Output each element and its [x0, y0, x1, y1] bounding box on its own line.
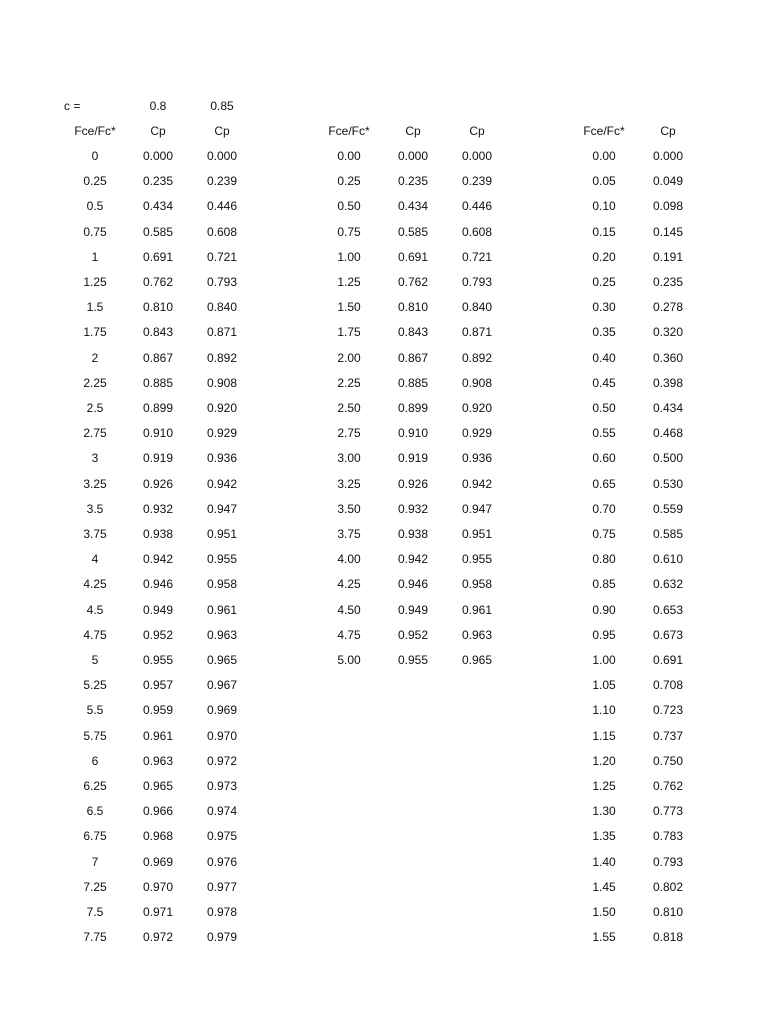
table3-cell: 0.75: [592, 527, 616, 541]
table3-cell: 0.585: [652, 527, 684, 541]
table1-cell: 0.936: [206, 451, 238, 465]
table1-cell: 0.793: [206, 275, 238, 289]
table2-cell: 0.892: [461, 351, 493, 365]
table2-cell: 0.434: [397, 199, 429, 213]
table2-cell: 0.239: [461, 174, 493, 188]
table3-cell: 0.818: [652, 930, 684, 944]
table1-cell: 0.942: [142, 552, 174, 566]
table2-cell: 0.871: [461, 325, 493, 339]
table2-cell: 0.919: [397, 451, 429, 465]
table3-cell: 0.35: [592, 325, 616, 339]
table2-cell: 0.920: [461, 401, 493, 415]
table1-cell: 0.965: [142, 779, 174, 793]
table1-cell: 0.947: [206, 502, 238, 516]
table3-cell: 1.00: [592, 653, 616, 667]
table2-cell: 1.25: [337, 275, 361, 289]
table1-cell: 0.691: [142, 250, 174, 264]
table1-cell: 0.949: [142, 603, 174, 617]
table3-cell: 1.15: [592, 729, 616, 743]
table3-cell: 0.30: [592, 300, 616, 314]
table1-cell: 0.920: [206, 401, 238, 415]
table2-cell: 0.908: [461, 376, 493, 390]
table3-cell: 0.098: [652, 199, 684, 213]
table3-cell: 0.000: [652, 149, 684, 163]
table2-cell: 0.885: [397, 376, 429, 390]
c-label: c =: [64, 99, 81, 113]
table3-header-fce-fc: Fce/Fc*: [583, 124, 625, 138]
table1-cell: 0.961: [206, 603, 238, 617]
table3-cell: 1.35: [592, 829, 616, 843]
table2-cell: 0.963: [461, 628, 493, 642]
table3-cell: 0.145: [652, 225, 684, 239]
table3-cell: 0.70: [592, 502, 616, 516]
table1-cell: 0.239: [206, 174, 238, 188]
table3-cell: 0.530: [652, 477, 684, 491]
table2-cell: 0.951: [461, 527, 493, 541]
table3-cell: 0.95: [592, 628, 616, 642]
table3-cell: 0.20: [592, 250, 616, 264]
table2-cell: 0.952: [397, 628, 429, 642]
table1-cell: 0.871: [206, 325, 238, 339]
table1-cell: 0.000: [142, 149, 174, 163]
table2-cell: 4.25: [337, 577, 361, 591]
table2-cell: 0.000: [397, 149, 429, 163]
table3-cell: 1.10: [592, 703, 616, 717]
table2-cell: 0.961: [461, 603, 493, 617]
table3-header-cp: Cp: [660, 124, 676, 138]
table3-cell: 0.773: [652, 804, 684, 818]
table1-cell: 6: [91, 754, 99, 768]
table1-cell: 0.75: [83, 225, 107, 239]
table1-cell: 0.976: [206, 855, 238, 869]
table2-cell: 0.926: [397, 477, 429, 491]
table3-cell: 0.802: [652, 880, 684, 894]
table1-cell: 0.970: [142, 880, 174, 894]
table2-header-cp: Cp: [469, 124, 485, 138]
table1-cell: 0.958: [206, 577, 238, 591]
table1-cell: 0.965: [206, 653, 238, 667]
table1-cell: 1.25: [83, 275, 107, 289]
table1-cell: 0.961: [142, 729, 174, 743]
table2-cell: 0.793: [461, 275, 493, 289]
table1-cell: 0.963: [206, 628, 238, 642]
table3-cell: 0.65: [592, 477, 616, 491]
table1-cell: 0.972: [142, 930, 174, 944]
table3-cell: 0.610: [652, 552, 684, 566]
table1-cell: 7.75: [83, 930, 107, 944]
table2-cell: 0.947: [461, 502, 493, 516]
table2-cell: 0.942: [461, 477, 493, 491]
table1-cell: 2.25: [83, 376, 107, 390]
table3-cell: 0.235: [652, 275, 684, 289]
table1-cell: 0.955: [142, 653, 174, 667]
table3-cell: 0.810: [652, 905, 684, 919]
table1-cell: 1.75: [83, 325, 107, 339]
table1-cell: 0.967: [206, 678, 238, 692]
table1-cell: 0.979: [206, 930, 238, 944]
table2-cell: 0.840: [461, 300, 493, 314]
table3-cell: 0.737: [652, 729, 684, 743]
table3-cell: 0.049: [652, 174, 684, 188]
table3-cell: 0.05: [592, 174, 616, 188]
table2-header-cp: Cp: [405, 124, 421, 138]
table1-cell: 0.970: [206, 729, 238, 743]
table2-cell: 0.946: [397, 577, 429, 591]
table1-header-cp: Cp: [214, 124, 230, 138]
table2-cell: 0.929: [461, 426, 493, 440]
table3-cell: 1.55: [592, 930, 616, 944]
table1-cell: 5.5: [86, 703, 104, 717]
table1-cell: 0.932: [142, 502, 174, 516]
table1-cell: 0.955: [206, 552, 238, 566]
table1-cell: 0.972: [206, 754, 238, 768]
table1-cell: 0.957: [142, 678, 174, 692]
c-value-2: 0.85: [210, 99, 234, 113]
table1-cell: 0.867: [142, 351, 174, 365]
table3-cell: 1.45: [592, 880, 616, 894]
table1-cell: 0: [91, 149, 99, 163]
table3-cell: 0.80: [592, 552, 616, 566]
table1-cell: 0.908: [206, 376, 238, 390]
table1-cell: 0.952: [142, 628, 174, 642]
table3-cell: 0.632: [652, 577, 684, 591]
c-value-1: 0.8: [149, 99, 167, 113]
table2-cell: 0.942: [397, 552, 429, 566]
table1-cell: 0.919: [142, 451, 174, 465]
table1-cell: 7: [91, 855, 99, 869]
table3-cell: 0.45: [592, 376, 616, 390]
table1-cell: 0.910: [142, 426, 174, 440]
table1-header-fce-fc: Fce/Fc*: [74, 124, 116, 138]
table2-cell: 2.50: [337, 401, 361, 415]
table2-cell: 0.867: [397, 351, 429, 365]
table1-cell: 3.25: [83, 477, 107, 491]
table3-cell: 0.691: [652, 653, 684, 667]
table1-cell: 5: [91, 653, 99, 667]
table2-cell: 0.446: [461, 199, 493, 213]
table2-cell: 3.25: [337, 477, 361, 491]
table1-cell: 0.977: [206, 880, 238, 894]
table3-cell: 1.40: [592, 855, 616, 869]
table2-cell: 0.955: [397, 653, 429, 667]
table2-cell: 1.00: [337, 250, 361, 264]
table3-cell: 0.320: [652, 325, 684, 339]
table1-cell: 1.5: [86, 300, 104, 314]
table1-cell: 0.25: [83, 174, 107, 188]
table3-cell: 1.30: [592, 804, 616, 818]
table3-cell: 1.05: [592, 678, 616, 692]
table1-cell: 0.762: [142, 275, 174, 289]
table3-cell: 0.783: [652, 829, 684, 843]
table3-cell: 0.762: [652, 779, 684, 793]
table3-cell: 0.723: [652, 703, 684, 717]
table3-cell: 0.85: [592, 577, 616, 591]
table2-cell: 3.75: [337, 527, 361, 541]
table1-cell: 0.963: [142, 754, 174, 768]
table2-cell: 3.00: [337, 451, 361, 465]
table2-cell: 2.75: [337, 426, 361, 440]
table2-cell: 2.00: [337, 351, 361, 365]
table2-cell: 4.00: [337, 552, 361, 566]
table1-cell: 0.446: [206, 199, 238, 213]
table1-cell: 6.5: [86, 804, 104, 818]
table3-cell: 0.750: [652, 754, 684, 768]
table1-cell: 0.810: [142, 300, 174, 314]
table2-cell: 0.955: [461, 552, 493, 566]
table3-cell: 0.434: [652, 401, 684, 415]
table2-cell: 0.721: [461, 250, 493, 264]
table1-cell: 7.25: [83, 880, 107, 894]
table2-cell: 1.50: [337, 300, 361, 314]
table2-cell: 0.810: [397, 300, 429, 314]
table2-cell: 0.899: [397, 401, 429, 415]
table3-cell: 1.20: [592, 754, 616, 768]
table1-cell: 4.75: [83, 628, 107, 642]
table1-cell: 5.75: [83, 729, 107, 743]
table2-cell: 0.50: [337, 199, 361, 213]
table2-cell: 0.938: [397, 527, 429, 541]
table3-cell: 0.191: [652, 250, 684, 264]
table1-cell: 3.75: [83, 527, 107, 541]
table1-cell: 0.5: [86, 199, 104, 213]
table1-cell: 0.885: [142, 376, 174, 390]
table1-header-cp: Cp: [150, 124, 166, 138]
table2-cell: 0.910: [397, 426, 429, 440]
table2-cell: 5.00: [337, 653, 361, 667]
table3-cell: 0.708: [652, 678, 684, 692]
table1-cell: 0.434: [142, 199, 174, 213]
table3-cell: 0.15: [592, 225, 616, 239]
table2-cell: 0.936: [461, 451, 493, 465]
table2-cell: 0.958: [461, 577, 493, 591]
table1-cell: 0.951: [206, 527, 238, 541]
table3-cell: 0.00: [592, 149, 616, 163]
table1-cell: 5.25: [83, 678, 107, 692]
table3-cell: 1.25: [592, 779, 616, 793]
table1-cell: 0.959: [142, 703, 174, 717]
table3-cell: 0.468: [652, 426, 684, 440]
table2-cell: 0.949: [397, 603, 429, 617]
table1-cell: 4.25: [83, 577, 107, 591]
table2-cell: 0.000: [461, 149, 493, 163]
table1-cell: 0.840: [206, 300, 238, 314]
table2-cell: 0.608: [461, 225, 493, 239]
table1-cell: 0.966: [142, 804, 174, 818]
table1-cell: 0.974: [206, 804, 238, 818]
table2-cell: 0.585: [397, 225, 429, 239]
table1-cell: 0.971: [142, 905, 174, 919]
table1-cell: 0.946: [142, 577, 174, 591]
table1-cell: 3: [91, 451, 99, 465]
table3-cell: 0.50: [592, 401, 616, 415]
table3-cell: 0.793: [652, 855, 684, 869]
table1-cell: 0.000: [206, 149, 238, 163]
table2-cell: 0.843: [397, 325, 429, 339]
table1-cell: 0.892: [206, 351, 238, 365]
table3-cell: 0.25: [592, 275, 616, 289]
table1-cell: 2: [91, 351, 99, 365]
table2-cell: 3.50: [337, 502, 361, 516]
table2-cell: 0.762: [397, 275, 429, 289]
table2-cell: 0.932: [397, 502, 429, 516]
table1-cell: 0.973: [206, 779, 238, 793]
table1-cell: 0.843: [142, 325, 174, 339]
table2-cell: 0.691: [397, 250, 429, 264]
table1-cell: 0.969: [206, 703, 238, 717]
table3-cell: 0.55: [592, 426, 616, 440]
table1-cell: 0.235: [142, 174, 174, 188]
table1-cell: 6.75: [83, 829, 107, 843]
table1-cell: 0.969: [142, 855, 174, 869]
table2-cell: 0.965: [461, 653, 493, 667]
table2-cell: 0.75: [337, 225, 361, 239]
table1-cell: 0.608: [206, 225, 238, 239]
table2-cell: 0.25: [337, 174, 361, 188]
table2-header-fce-fc: Fce/Fc*: [328, 124, 370, 138]
table1-cell: 1: [91, 250, 99, 264]
table1-cell: 0.978: [206, 905, 238, 919]
table1-cell: 0.968: [142, 829, 174, 843]
table1-cell: 2.75: [83, 426, 107, 440]
table3-cell: 0.398: [652, 376, 684, 390]
table3-cell: 0.500: [652, 451, 684, 465]
table1-cell: 0.721: [206, 250, 238, 264]
table3-cell: 1.50: [592, 905, 616, 919]
table3-cell: 0.360: [652, 351, 684, 365]
table1-cell: 0.585: [142, 225, 174, 239]
table2-cell: 0.235: [397, 174, 429, 188]
table1-cell: 0.938: [142, 527, 174, 541]
table1-cell: 4: [91, 552, 99, 566]
table1-cell: 0.929: [206, 426, 238, 440]
table3-cell: 0.10: [592, 199, 616, 213]
table2-cell: 4.50: [337, 603, 361, 617]
table1-cell: 0.942: [206, 477, 238, 491]
table2-cell: 4.75: [337, 628, 361, 642]
table3-cell: 0.653: [652, 603, 684, 617]
table2-cell: 2.25: [337, 376, 361, 390]
table1-cell: 0.926: [142, 477, 174, 491]
table1-cell: 7.5: [86, 905, 104, 919]
table1-cell: 0.975: [206, 829, 238, 843]
table3-cell: 0.60: [592, 451, 616, 465]
table1-cell: 2.5: [86, 401, 104, 415]
table1-cell: 6.25: [83, 779, 107, 793]
table1-cell: 4.5: [86, 603, 104, 617]
table3-cell: 0.90: [592, 603, 616, 617]
table3-cell: 0.559: [652, 502, 684, 516]
table1-cell: 0.899: [142, 401, 174, 415]
table2-cell: 1.75: [337, 325, 361, 339]
table3-cell: 0.278: [652, 300, 684, 314]
table3-cell: 0.673: [652, 628, 684, 642]
table3-cell: 0.40: [592, 351, 616, 365]
table1-cell: 3.5: [86, 502, 104, 516]
table2-cell: 0.00: [337, 149, 361, 163]
